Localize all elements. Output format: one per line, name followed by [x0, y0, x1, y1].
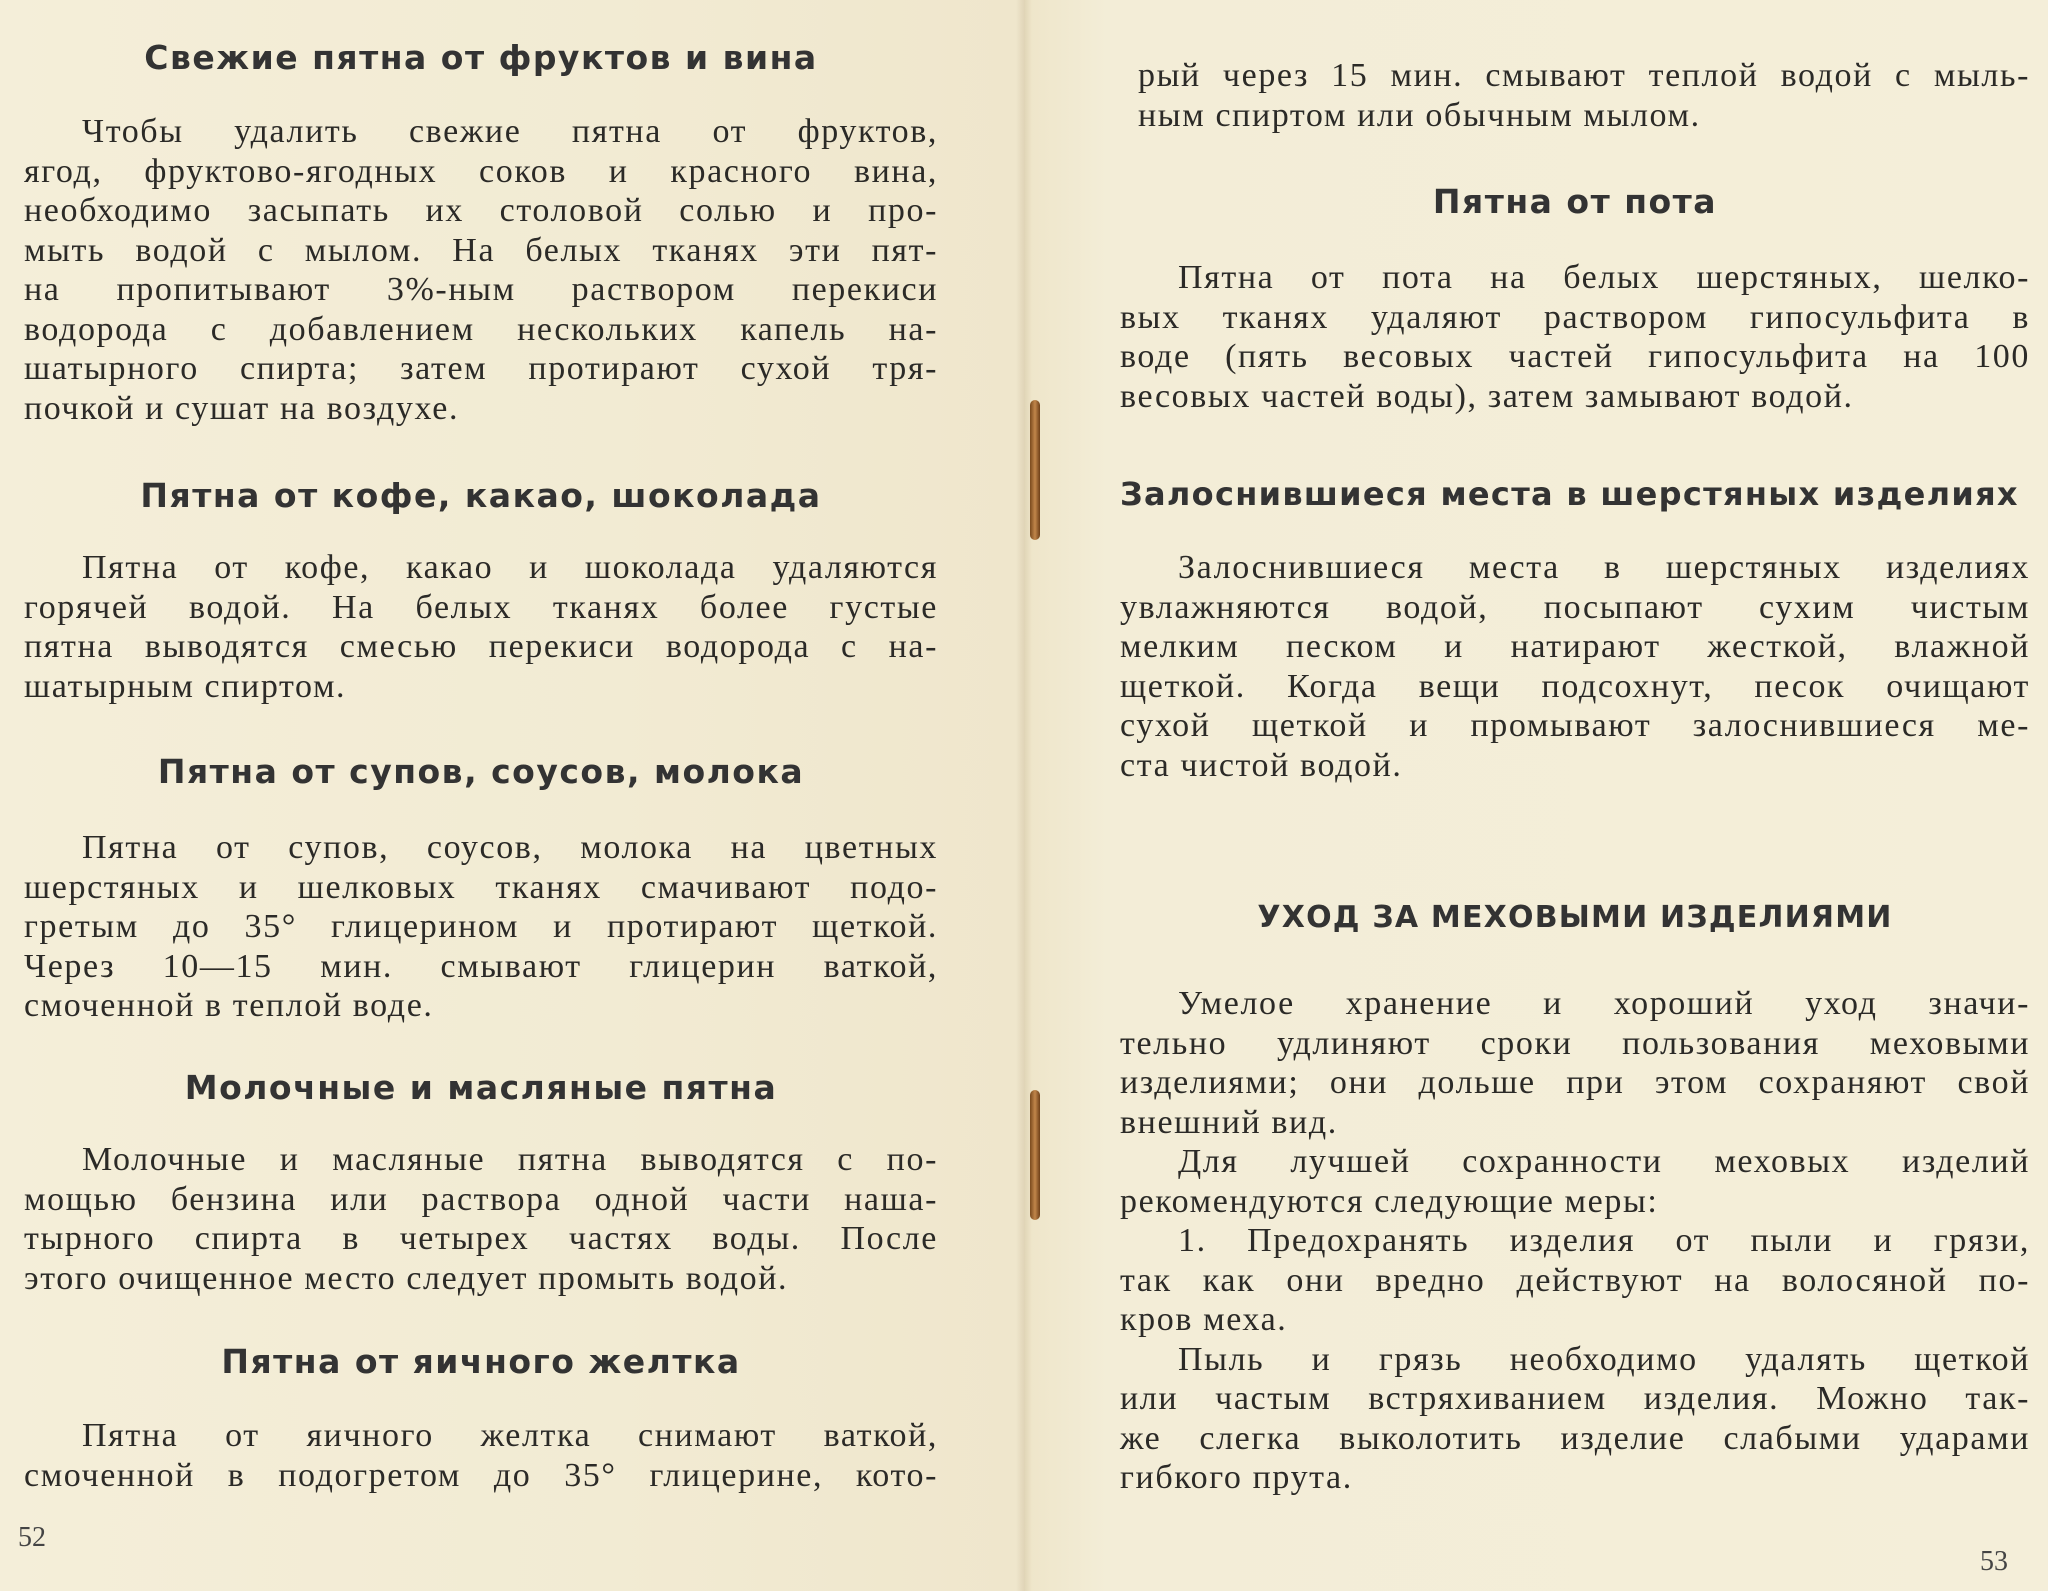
- text-line: Пятна от пота на белых шерстяных, шелко-: [1178, 259, 2030, 296]
- text-line: Пыль и грязь необходимо удалять щеткой: [1178, 1340, 2030, 1378]
- text-line: гретым до 35° глицерином и протирают щеткой.: [24, 908, 938, 945]
- text-line: этого очищенное место следует промыть водой.: [24, 1259, 789, 1297]
- section-paragraph: [24, 112, 938, 428]
- section-paragraph: [1120, 548, 2030, 785]
- page-number-left: 52: [18, 1522, 46, 1553]
- text-line: смоченной в подогретом до 35° глицерине, кото-: [24, 1456, 938, 1494]
- staple-bottom: [1030, 1090, 1040, 1220]
- text-line: рекомендуются следующие меры:: [1120, 1182, 1659, 1220]
- text-line: Пятна от супов, соусов, молока на цветных: [82, 829, 938, 866]
- text-line: увлажняются водой, посыпают сухим чистым: [1120, 588, 2030, 626]
- text-line: вых тканях удаляют раствором гипосульфита в: [1120, 298, 2030, 336]
- text-line: воде (пять весовых частей гипосульфита на 100: [1120, 338, 2030, 375]
- text-line: изделиями; они дольше при этом сохраняют свой: [1120, 1064, 2030, 1101]
- text-line: же слегка выколотить изделие слабыми ударами: [1120, 1419, 2030, 1457]
- text-line: мощью бензина или раствора одной части наша-: [24, 1180, 938, 1218]
- section-heading: Пятна от пота: [1432, 182, 1718, 221]
- page-number-right: 53: [1980, 1546, 2008, 1577]
- text-line: тельно удлиняют сроки пользования меховыми: [1120, 1024, 2030, 1062]
- text-line: Пятна от кофе, какао и шоколада удаляются: [82, 549, 938, 586]
- section-heading: Залоснившиеся места в шерстяных изделиях: [1120, 475, 2019, 513]
- text-line: тырного спирта в четырех частях воды. После: [24, 1220, 938, 1257]
- text-line: ста чистой водой.: [1120, 746, 1403, 784]
- text-line: гибкого прута.: [1120, 1459, 1353, 1496]
- text-line: водорода с добавлением нескольких капель на-: [24, 310, 938, 348]
- text-line: на пропитывают 3%-ным раствором перекиси: [24, 271, 938, 308]
- section-heading: Пятна от супов, соусов, молока: [157, 752, 805, 791]
- text-line: 1. Предохранять изделия от пыли и грязи,: [1178, 1222, 2030, 1259]
- text-line: кров меха.: [1120, 1301, 1288, 1338]
- text-line: сухой щеткой и промывают залоснившиеся ме-: [1120, 707, 2030, 744]
- text-line: необходимо засыпать их столовой солью и про-: [24, 192, 938, 229]
- text-line: Залоснившиеся места в шерстяных изделиях: [1178, 549, 2030, 586]
- text-line: Чтобы удалить свежие пятна от фруктов,: [82, 113, 938, 150]
- text-line: Умелое хранение и хороший уход значи-: [1178, 985, 2030, 1022]
- text-line: шатырным спиртом.: [24, 667, 347, 705]
- section-paragraph: [24, 548, 938, 706]
- section-heading: Пятна от яичного желтка: [221, 1342, 741, 1381]
- chapter-heading: УХОД ЗА МЕХОВЫМИ ИЗДЕЛИЯМИ: [1257, 900, 1893, 935]
- section-paragraph: [24, 1140, 938, 1298]
- text-line: Через 10—15 мин. смывают глицерин ваткой,: [24, 947, 938, 985]
- staple-top: [1030, 400, 1040, 540]
- text-line: Для лучшей сохранности меховых изделий: [1178, 1143, 2030, 1180]
- text-line: смоченной в теплой воде.: [24, 987, 434, 1024]
- section-paragraph: [1120, 258, 2030, 416]
- text-line: почкой и сушат на воздухе.: [24, 389, 460, 427]
- section-heading: Пятна от кофе, какао, шоколада: [140, 476, 822, 515]
- text-line: мыть водой с мылом. На белых тканях эти пят-: [24, 231, 938, 269]
- text-line: горячей водой. На белых тканях более густые: [24, 588, 938, 626]
- chapter-text: [1120, 984, 2030, 1498]
- text-line: внешний вид.: [1120, 1103, 1338, 1141]
- text-line: Молочные и масляные пятна выводятся с по-: [82, 1141, 938, 1178]
- text-line: мелким песком и натирают жесткой, влажной: [1120, 628, 2030, 665]
- text-line: ягод, фруктово-ягодных соков и красного вина,: [24, 152, 938, 190]
- text-line: щеткой. Когда вещи подсохнут, песок очищают: [1120, 667, 2030, 705]
- section-paragraph: [24, 828, 938, 1026]
- section-paragraph: [24, 1416, 938, 1495]
- text-line: так как они вредно действуют на волосяной по-: [1120, 1261, 2030, 1299]
- text-line: пятна выводятся смесью перекиси водорода с на-: [24, 628, 938, 665]
- continuation-paragraph: [1138, 56, 2030, 135]
- section-heading: Молочные и масляные пятна: [184, 1068, 778, 1107]
- text-line: весовых частей воды), затем замывают водой.: [1120, 377, 1854, 415]
- book-spine: [1016, 0, 1032, 1591]
- text-line: шерстяных и шелковых тканях смачивают подо-: [24, 868, 938, 906]
- text-line: ным спиртом или обычным мылом.: [1138, 96, 1701, 134]
- text-line: шатырного спирта; затем протирают сухой тря-: [24, 350, 938, 387]
- text-line: или частым встряхиванием изделия. Можно так-: [1120, 1380, 2030, 1417]
- text-line: Пятна от яичного желтка снимают ваткой,: [82, 1417, 938, 1454]
- text-line: рый через 15 мин. смывают теплой водой с мыль-: [1138, 57, 2030, 94]
- section-heading: Свежие пятна от фруктов и вина: [144, 38, 818, 77]
